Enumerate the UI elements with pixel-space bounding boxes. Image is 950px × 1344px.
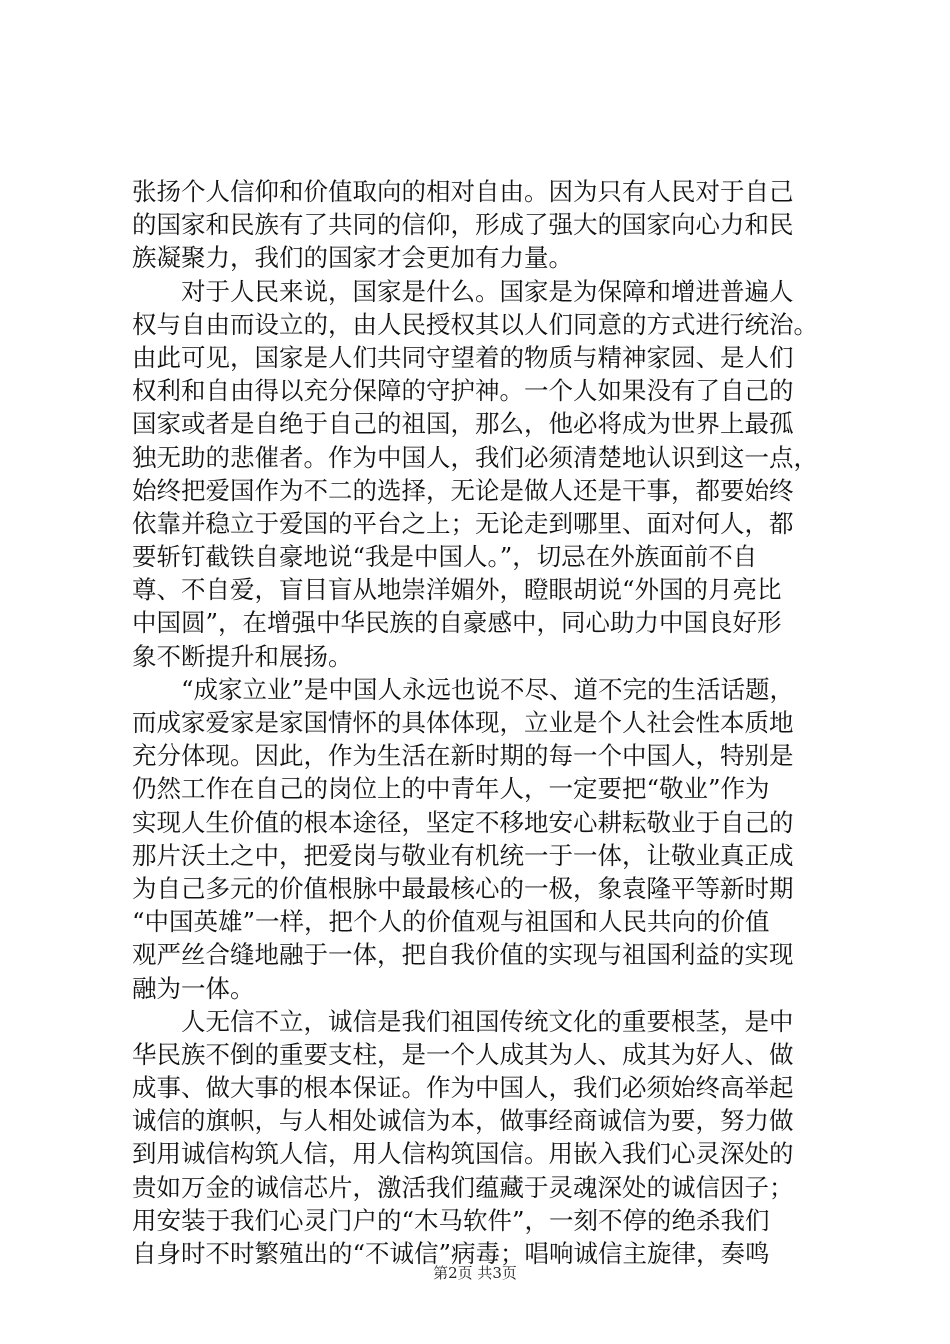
- text-line: 融为一体。: [132, 973, 255, 1003]
- text-line: “成家立业”是中国人永远也说不尽、道不完的生活话题，: [132, 674, 795, 704]
- text-line: 族凝聚力，我们的国家才会更加有力量。: [132, 243, 573, 273]
- text-line: 贵如万金的诚信芯片，激活我们蕴藏于灵魂深处的诚信因子；: [132, 1172, 794, 1202]
- text-line: 那片沃土之中，把爱岗与敬业有机统一于一体，让敬业真正成: [132, 840, 794, 870]
- text-line: 张扬个人信仰和价值取向的相对自由。因为只有人民对于自己: [132, 177, 794, 206]
- text-line: 依靠并稳立于爱国的平台之上；无论走到哪里、面对何人，都: [132, 508, 794, 538]
- text-line: 诚信的旗帜，与人相处诚信为本，做事经商诚信为要，努力做: [132, 1106, 794, 1136]
- text-line: 的国家和民族有了共同的信仰，形成了强大的国家向心力和民: [132, 210, 794, 240]
- text-line: 国家或者是自绝于自己的祖国，那么，他必将成为世界上最孤: [132, 409, 794, 439]
- text-line: 人无信不立，诚信是我们祖国传统文化的重要根茎，是中: [132, 1006, 794, 1036]
- text-line: 用安装于我们心灵门户的“木马软件”，一刻不停的绝杀我们: [132, 1205, 770, 1235]
- text-line: 到用诚信构筑人信，用人信构筑国信。用嵌入我们心灵深处的: [132, 1139, 794, 1169]
- text-line: 观严丝合缝地融于一体，把自我价值的实现与祖国利益的实现: [132, 940, 794, 970]
- text-line: 对于人民来说，国家是什么。国家是为保障和增进普遍人: [132, 276, 794, 306]
- text-line: 独无助的悲催者。作为中国人，我们必须清楚地认识到这一点，: [132, 442, 818, 472]
- text-line: 由此可见，国家是人们共同守望着的物质与精神家园、是人们: [132, 342, 794, 372]
- text-line: 成事、做大事的根本保证。作为中国人，我们必须始终高举起: [132, 1073, 794, 1103]
- text-line: 要斩钉截铁自豪地说“我是中国人。”，切忌在外族面前不自: [132, 542, 758, 572]
- text-line: 为自己多元的价值根脉中最最核心的一极，象袁隆平等新时期: [132, 873, 794, 903]
- page-footer: 第2页 共3页: [433, 1264, 517, 1282]
- text-line: 实现人生价值的根本途径，坚定不移地安心耕耘敬业于自己的: [132, 807, 794, 837]
- text-line: 尊、不自爱，盲目盲从地崇洋媚外，瞪眼胡说“外国的月亮比: [132, 575, 782, 605]
- text-line: 仍然工作在自己的岗位上的中青年人，一定要把“敬业”作为: [132, 774, 770, 804]
- text-line: 华民族不倒的重要支柱，是一个人成其为人、成其为好人、做: [132, 1039, 794, 1069]
- text-line: 象不断提升和展扬。: [132, 641, 353, 671]
- text-line: 始终把爱国作为不二的选择，无论是做人还是干事，都要始终: [132, 475, 794, 505]
- document-body: [132, 175, 832, 1270]
- text-line: 而成家爱家是家国情怀的具体体现，立业是个人社会性本质地: [132, 708, 794, 737]
- text-line: 自身时不时繁殖出的“不诚信”病毒；唱响诚信主旋律，奏鸣: [132, 1239, 770, 1268]
- text-line: 中国圆”，在增强中华民族的自豪感中，同心助力中国良好形: [132, 608, 782, 638]
- text-line: 权利和自由得以充分保障的守护神。一个人如果没有了自己的: [132, 376, 794, 406]
- text-line: 充分体现。因此，作为生活在新时期的每一个中国人，特别是: [132, 741, 794, 771]
- text-line: 权与自由而设立的，由人民授权其以人们同意的方式进行统治。: [132, 309, 818, 339]
- text-line: “中国英雄”一样，把个人的价值观与祖国和人民共向的价值: [132, 907, 770, 937]
